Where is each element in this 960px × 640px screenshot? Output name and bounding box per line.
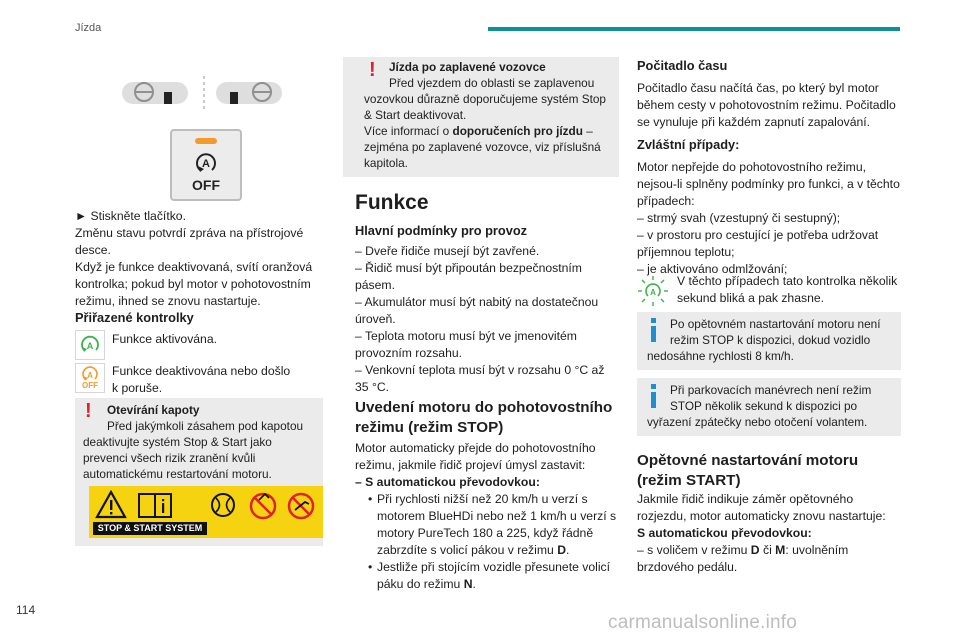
more-info-link-text: doporučeních pro jízdu xyxy=(452,124,583,138)
info-line: Po opětovném nastartování motoru není xyxy=(670,317,881,331)
info-line: Při parkovacích manévrech není režim xyxy=(670,383,872,397)
auto-stop-blink-icon xyxy=(637,275,669,307)
sticker-pictograms xyxy=(95,490,319,520)
more-info-prefix: Více informací o xyxy=(364,124,453,138)
restart-item-mid: či xyxy=(759,543,776,557)
condition-item: – Teplota motoru musí být ve jmenovitém provozním rozsahu. xyxy=(355,329,577,360)
condition-item: – Venkovní teplota musí být v rozsahu 0 °C až 35 °C. xyxy=(355,363,605,394)
header-accent-bar xyxy=(488,27,900,31)
flood-warning-title: Jízda po zaplavené vozovce xyxy=(389,60,546,74)
condition-item: – Řidič musí být připoután bezpečnostním pásem. xyxy=(355,261,582,292)
restart-item xyxy=(637,542,867,576)
info-box-parking xyxy=(637,378,901,436)
hood-warning-box xyxy=(75,398,323,546)
restart-heading: Opětovné nastartování motoru (režim START) xyxy=(637,452,859,489)
hood-warning-line1: Před jakýmkoli zásahem pod kapotou xyxy=(107,419,304,433)
timer-heading: Počitadlo času xyxy=(637,58,728,73)
lamp-orange-text-2: k poruše. xyxy=(112,381,163,395)
watermark: carmanualsonline.info xyxy=(608,612,798,633)
flood-warning-line1: Před vjezdem do oblasti se zaplavenou xyxy=(389,76,595,90)
button-label: OFF xyxy=(192,177,220,193)
bullet-text: Při rychlosti nižší než 20 km/h u verzí s motorem BlueHDi nebo než 1 km/h u verzí s motory PureTech 180 a 225, když řádně zabrzdíte s volicí pákou v režimu xyxy=(377,492,617,557)
restart-item-suffix: : uvolněním brzdového pedálu. xyxy=(637,543,849,574)
restart-paragraph: Jakmile řidič indikuje záměr opětovného rozjezdu, motor automaticky znovu nastartuje: xyxy=(637,492,886,523)
warning-icon: ! xyxy=(369,59,376,81)
restart-item-m: M xyxy=(775,543,786,557)
bullet-text: Jestliže při stojícím vozidle přesunete volicí páku do režimu xyxy=(377,560,611,591)
restart-item-d: D xyxy=(750,543,760,557)
flood-warning-box xyxy=(343,57,619,177)
info-line: vyřazení zpátečky nebo otočení volantem. xyxy=(647,415,868,429)
bullet-end: . xyxy=(472,577,476,591)
svg-text:A: A xyxy=(87,371,93,380)
lamp-orange-box xyxy=(75,363,105,393)
list-item: • Při rychlosti nižší než 20 km/h u verzí s motorem BlueHDi nebo než 1 km/h u verzí s motory PureTech 180 a 225, když řádně zabrzdíte s volicí pákou v režimu D. xyxy=(368,492,617,557)
stop-mode-paragraph: Motor automaticky přejde do pohotovostního režimu, jakmile řidič projeví úmysl zastavit: xyxy=(355,441,596,472)
sticker-label: STOP & START SYSTEM xyxy=(93,522,207,535)
bullet-bold: D xyxy=(557,543,566,557)
info-line: režim STOP k dispozici, dokud vozidlo xyxy=(670,333,871,347)
svg-text:A: A xyxy=(202,158,210,170)
stop-start-button xyxy=(170,129,242,201)
lamp-orange-label: OFF xyxy=(82,381,98,390)
condition-item: – Akumulátor musí být nabitý na dostatečnou úroveň. xyxy=(355,295,599,326)
info-icon xyxy=(651,326,656,342)
auto-stop-icon xyxy=(194,151,218,175)
blinking-lamp-icon xyxy=(637,275,669,307)
deactivated-paragraph: Když je funkce deaktivovaná, svítí oranžová kontrolka; pokud byl motor v pohotovostním režimu, ihned se znovu nastartuje. xyxy=(75,260,313,308)
button-led xyxy=(195,138,217,144)
list-item: • Jestliže při stojícím vozidle přesunete volicí páku do režimu N. xyxy=(368,560,611,591)
auto-stop-green-icon xyxy=(76,331,104,359)
condition-item: – Dveře řidiče musejí být zavřené. xyxy=(355,244,540,258)
assigned-lamps-heading: Přiřazené kontrolky xyxy=(75,310,194,325)
special-cases-heading: Zvláštní případy: xyxy=(637,137,740,152)
section-title: Jízda xyxy=(75,22,102,34)
page-number: 114 xyxy=(16,603,36,617)
special-item: – je aktivováno odmlžování; xyxy=(637,262,788,276)
confirm-paragraph: Změnu stavu potvrdí zpráva na přístrojové desce. xyxy=(75,226,304,257)
stop-start-sticker xyxy=(89,486,323,538)
hood-warning-body: deaktivujte systém Stop & Start jako prevenci všech rizik zranění kvůli automatickému restartování motoru. xyxy=(83,435,272,481)
bullet-bold: N xyxy=(463,577,473,591)
blink-text-1: V těchto případech tato kontrolka několik xyxy=(677,274,898,288)
hood-warning-title: Otevírání kapoty xyxy=(107,403,200,417)
lamp-green-text: Funkce aktivována. xyxy=(112,332,218,346)
flood-warning-body: vozovkou důrazně doporučujeme systém Stop & Start deaktivovat. xyxy=(364,92,606,122)
lamp-green-box xyxy=(75,330,105,360)
timer-paragraph: Počitadlo času načítá čas, po který byl motor během cesty v pohotovostním režimu. Počitadlo se vynuluje při každém zapnutí zapalování. xyxy=(637,81,896,129)
section-heading-funkce: Funkce xyxy=(355,191,429,214)
info-line: STOP několik sekund k dispozici po xyxy=(670,399,858,413)
restart-item-prefix: – s voličem v režimu xyxy=(637,543,751,557)
special-item: – v prostoru pro cestující je potřeba udržovat příjemnou teplotu; xyxy=(637,228,879,259)
special-paragraph: Motor nepřejde do pohotovostního režimu, nejsou-li splněny podmínky pro funkci, a v těchto případech: xyxy=(637,160,900,208)
conditions-heading: Hlavní podmínky pro provoz xyxy=(355,223,528,238)
svg-text:A: A xyxy=(86,341,94,351)
auto-gearbox-label: – S automatickou převodovkou: xyxy=(355,475,540,489)
info-box-restart xyxy=(637,312,901,370)
restart-auto-label: S automatickou převodovkou: xyxy=(637,526,812,540)
press-instruction: ► Stiskněte tlačítko. xyxy=(75,209,186,223)
steering-wheel-illustration xyxy=(118,72,288,116)
more-info-suffix: – zejména po zaplavené vozovce, viz příslušná kapitola. xyxy=(364,124,601,170)
bullet-end: . xyxy=(566,543,570,557)
info-icon xyxy=(651,392,656,408)
warning-icon: ! xyxy=(85,400,92,422)
blink-text-2: sekund bliká a pak zhasne. xyxy=(677,291,825,305)
info-line: nedosáhne rychlosti 8 km/h. xyxy=(647,349,794,363)
special-item: – strmý svah (vzestupný či sestupný); xyxy=(637,211,841,225)
lamp-orange-text-1: Funkce deaktivována nebo došlo xyxy=(112,364,291,378)
stop-mode-heading: Uvedení motoru do pohotovostního režimu (režim STOP) xyxy=(355,399,613,436)
flood-more-info xyxy=(364,123,614,171)
svg-text:A: A xyxy=(650,288,656,297)
